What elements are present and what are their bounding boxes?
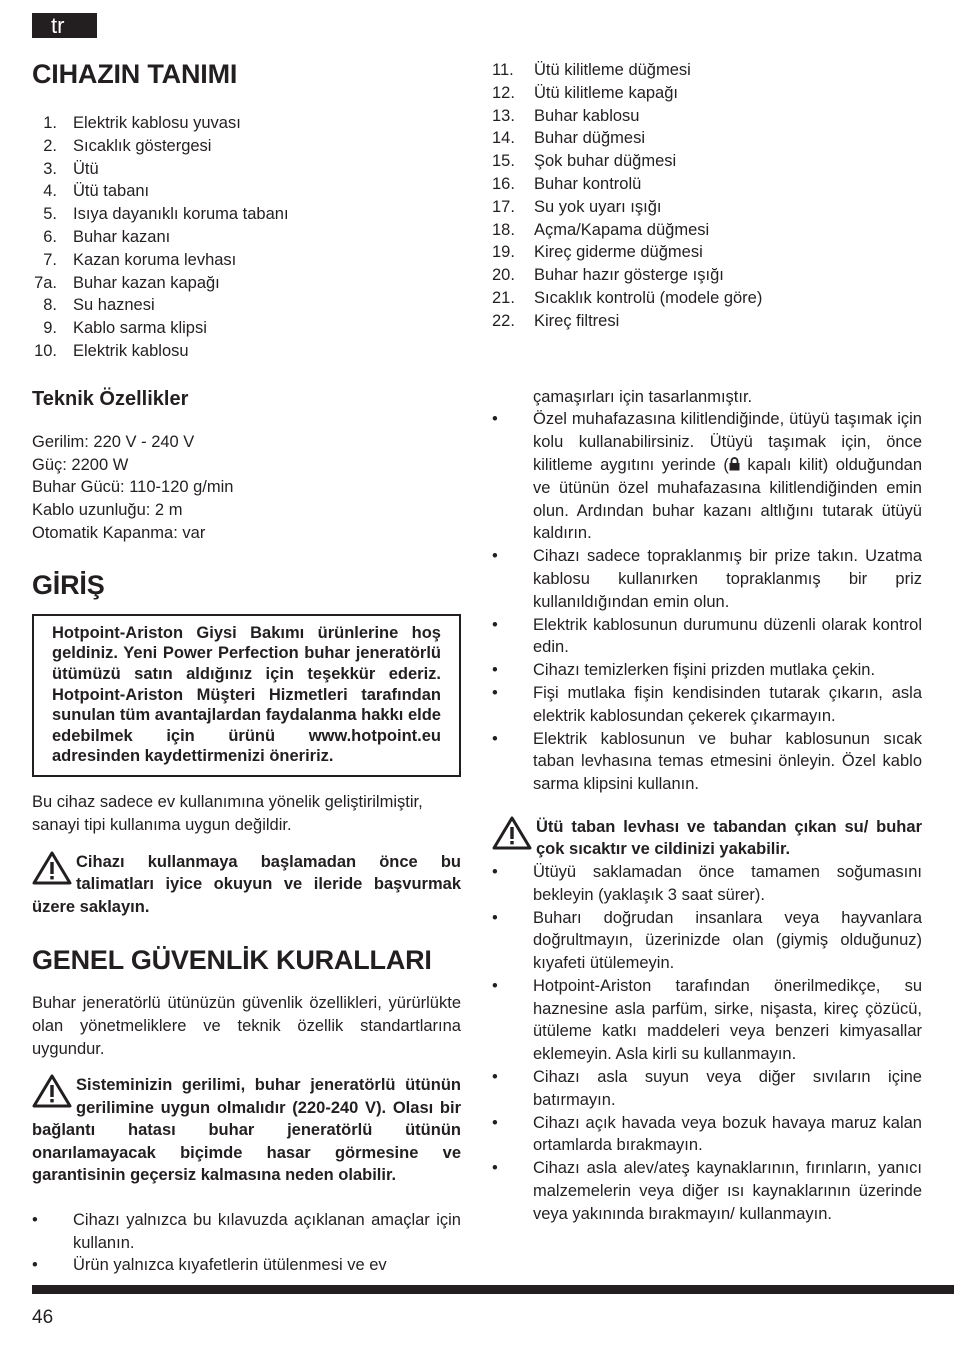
list-item: • Ürün yalnızca kıyafetlerin ütülenmesi ve ev [32,1256,387,1275]
intro-title: GİRİŞ [32,569,105,600]
list-item: • Fişi mutlaka fişin kendisinden tutarak çıkarın, asla elektrik kablosundan çekerek çıkarmayın. [492,683,922,725]
list-item: • Özel muhafazasına kilitlendiğinde, ütüyü taşımak için kolu kullanabilirsiniz. Ütüyü taşımak için, önce kilitleme aygıtını yerinde ( kapalı kilit) olduğundan ve ütünün özel muhafazasına kilitlendiğinden emin olun. Ardından buhar kazanı altlığını tutarak ütüyü kaldırın. [492,410,922,543]
warning-voltage: Sisteminizin gerilimi, buhar jeneratörlü ütünün gerilimine uygun olmalıdır (220-240 V). Olası bir bağlantı hatası buhar jeneratörlü ütünün onarılamayacak biçimde hasar görmesine ve garantisinin geçersiz kalmasına neden olabilir. [32,1076,461,1185]
list-item: • Cihazı temizlerken fişini prizden mutlaka çekin. [492,661,876,680]
list-item: • Buharı doğrudan insanlara veya hayvanlara doğrultmayın, üzerinizde olan (giymiş olduğunuz) kıyafeti ütülemeyin. [492,908,922,973]
footer-rule [32,1285,954,1294]
list-item: 5. Isıya dayanıklı koruma tabanı [43,205,289,224]
list-item: • Cihazı açık havada veya bozuk havaya maruz kalan ortamlarda bırakmayın. [492,1113,922,1155]
list-item: 14. Buhar düğmesi [492,129,645,148]
list-item: 15. Şok buhar düğmesi [492,152,677,171]
warning-hot-soleplate: Ütü taban levhası ve tabandan çıkan su/ buhar çok sıcaktır ve cildinizi yakabilir. [492,816,922,861]
list-item: 10. Elektrik kablosu [34,341,189,360]
list-item: 1. Elektrik kablosu yuvası [43,114,241,132]
list-item: 21. Sıcaklık kontrolü (modele göre) [492,288,763,307]
list-item: 8. Su haznesi [43,296,155,315]
list-item: 9. Kablo sarma klipsi [43,319,207,338]
list-item: 11. Ütü kilitleme düğmesi [492,61,691,79]
list-item: 12. Ütü kilitleme kapağı [492,83,678,102]
warning-icon [32,1074,72,1108]
safety-title: GENEL GÜVENLİK KURALLARI [32,945,432,975]
warning-read-instructions: Cihazı kullanmaya başlamadan önce bu talimatları iyice okuyun ve ileride başvurmak üzere saklayın. [32,852,461,916]
safety-bullets-right [492,408,922,796]
left-column [32,58,461,1277]
language-tab: tr [32,13,97,38]
list-item: 6. Buhar kazanı [43,227,171,246]
list-item: 19. Kireç giderme düğmesi [492,243,703,262]
tech-specs: Gerilim: 220 V - 240 V Güç: 2200 W Buhar Gücü: 110-120 g/min Kablo uzunluğu: 2 m Otomatik Kapanma: var [32,432,234,542]
list-item: 16. Buhar kontrolü [492,174,642,193]
list-item: 7. Kazan koruma levhası [43,250,237,269]
tech-specs-title: Teknik Özellikler [32,387,189,410]
safety-bullets-left [32,1209,461,1277]
list-item: 20. Buhar hazır gösterge ışığı [492,266,724,285]
list-item: • Cihazı asla suyun veya diğer sıvıların içine batırmayın. [492,1068,922,1109]
intro-paragraph: Bu cihaz sadece ev kullanımına yönelik geliştirilmiştir, sanayi tipi kullanıma uygun değildir. [32,792,423,834]
list-item: • Cihazı asla alev/ateş kaynaklarının, fırınların, yanıcı malzemelerin veya diğer ısı kaynaklarının üzerinde veya yakınında bırakmayın/ kullanmayın. [492,1159,922,1223]
safety-bullets-right-b [492,861,922,1226]
list-item: 3. Ütü [43,159,99,178]
list-item: 13. Buhar kablosu [492,106,640,125]
device-description-title: CIHAZIN TANIMI [32,59,238,89]
right-column [492,58,922,1226]
list-item: • Cihazı yalnızca bu kılavuzda açıklanan amaçlar için kullanın. [32,1210,461,1252]
list-item: 7a. Buhar kazan kapağı [34,273,220,292]
list-item: 17. Su yok uyarı ışığı [492,197,662,216]
safety-paragraph: Buhar jeneratörlü ütünüzün güvenlik özellikleri, yürürlükte olan yönetmeliklere ve teknik özellik standartlarına uygundur. [32,994,461,1058]
parts-list-right [492,59,922,333]
list-item: • Cihazı sadece topraklanmış bir prize takın. Uzatma kablosu kullanırken topraklanmış bir priz kullanıldığından emin olun. [492,547,922,611]
list-item: • Elektrik kablosunun ve buhar kablosunun sıcak taban levhasına temas etmesini önleyin. Özel kablo sarma klipsini kullanın. [492,729,922,794]
lock-icon [729,457,740,471]
parts-list-left [32,112,461,363]
list-item: 2. Sıcaklık göstergesi [43,136,212,155]
welcome-box: Hotpoint-Ariston Giysi Bakımı ürünlerine hoş geldiniz. Yeni Power Perfection buhar jeneratörlü ütümüzü satın aldığınız için teşekkür ederiz. Hotpoint-Ariston Müşteri Hizmetleri tarafından sunulan tüm avantajlardan faydalanma hakkı elde edebilmek için ürünü www.hotpoint.eu adresinden kaydettirmenizi öneririz. [32,614,461,777]
list-item: • Ütüyü saklamadan önce tamamen soğumasını bekleyin (yaklaşık 3 saat sürer). [492,862,922,904]
list-item: 22. Kireç filtresi [492,311,620,330]
list-item: 18. Açma/Kapama düğmesi [492,220,710,239]
list-item: • Elektrik kablosunun durumunu düzenli olarak kontrol edin. [492,615,922,657]
list-item: • Hotpoint-Ariston tarafından önerilmedikçe, su haznesine asla parfüm, sirke, nişasta, kireç çözücü, ütüleme katkı maddeleri veya benzeri kimyasallar eklemeyin. Asla kirli su kullanmayın. [492,976,922,1064]
continuation-text: çamaşırları için tasarlanmıştır. [533,387,753,406]
page-number: 46 [32,1307,54,1328]
list-item: 4. Ütü tabanı [43,182,150,201]
warning-icon [492,816,532,850]
warning-icon [32,851,72,885]
